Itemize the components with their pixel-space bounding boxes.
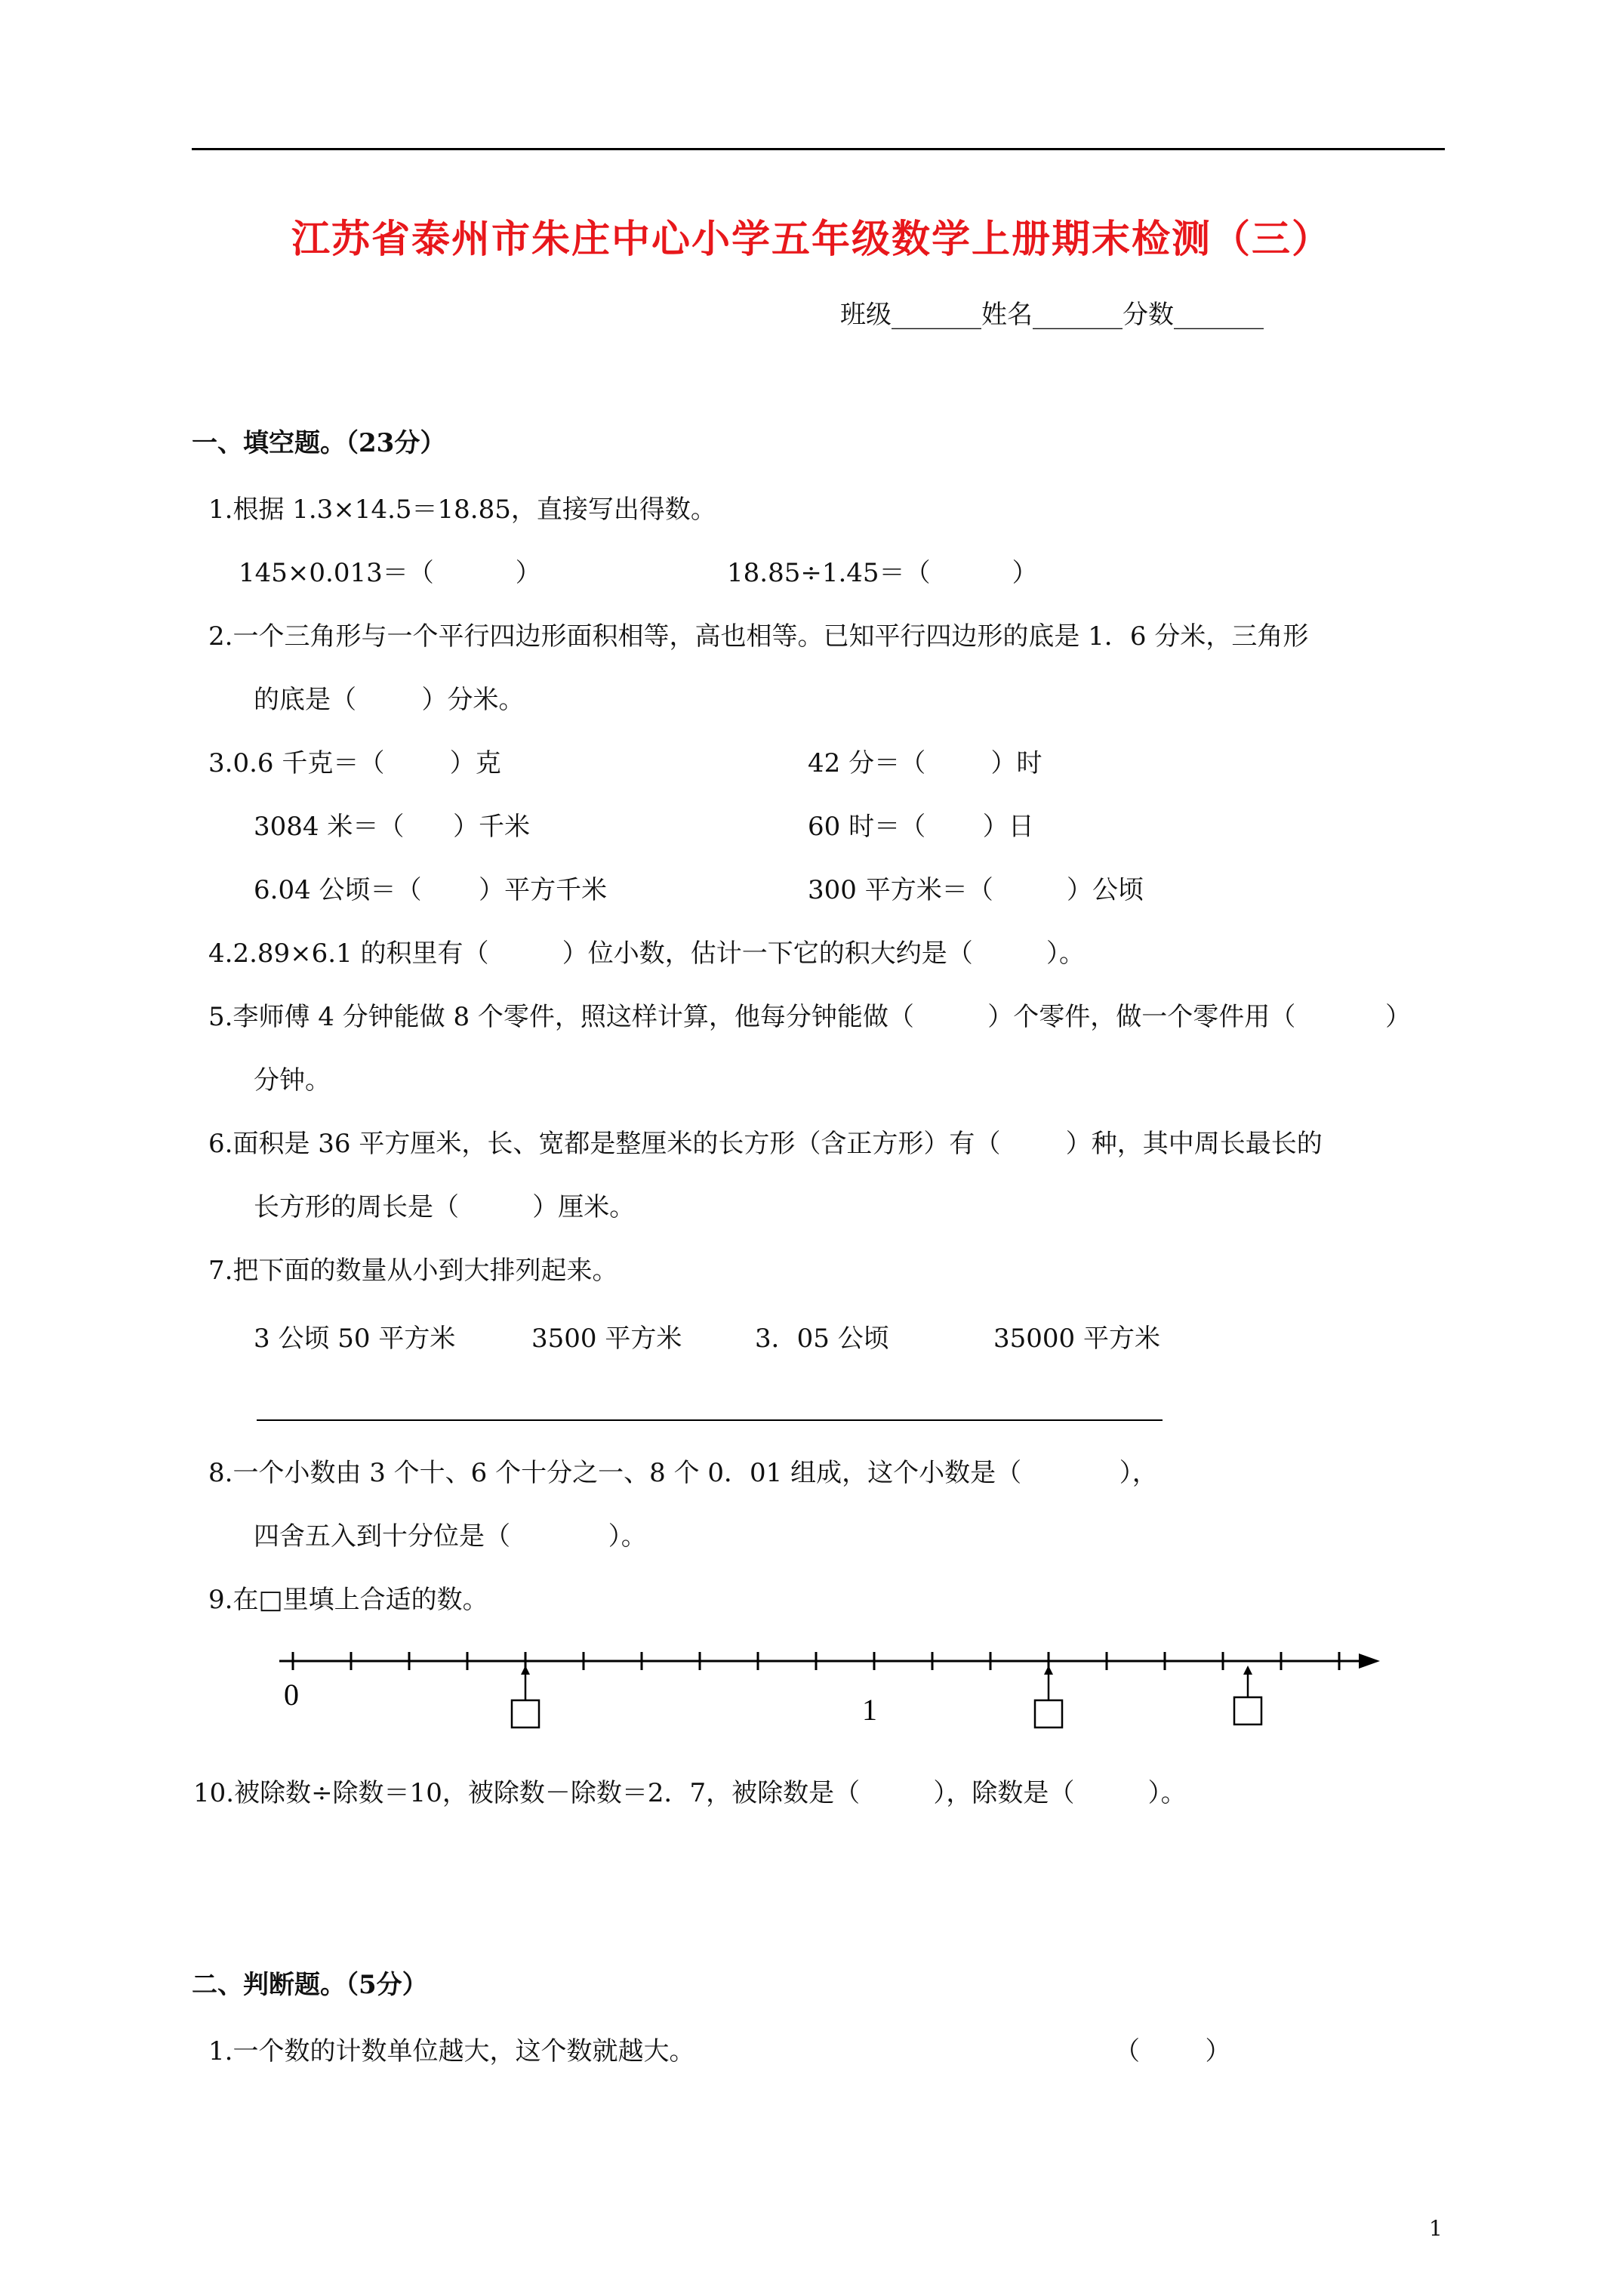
question-1: 1.根据 1.3×14.5＝18.85，直接写出得数。 [208, 495, 716, 525]
number-line-arrowhead [1359, 1653, 1380, 1669]
answer-box[interactable] [512, 1700, 539, 1727]
section1-heading: 一、填空题。（23分） [192, 428, 446, 458]
judge-answer-paren[interactable]: （ ） [1114, 2036, 1231, 2066]
question-3e: 6.04 公顷＝（ ）平方千米 [254, 875, 608, 905]
question-2-line1: 2.一个三角形与一个平行四边形面积相等，高也相等。已知平行四边形的底是 1．6 分米，三角形 [208, 621, 1309, 652]
question-5-line1: 5.李师傅 4 分钟能做 8 个零件，照这样计算，他每分钟能做（ ）个零件，做一个零件用（ ） [208, 1002, 1412, 1032]
question-1b: 18.85÷1.45＝（ ） [727, 558, 1038, 588]
page-number: 1 [1429, 2216, 1443, 2241]
question-4: 4.2.89×6.1 的积里有（ ）位小数，估计一下它的积大约是（ ）。 [208, 938, 1086, 969]
question-7-item: 35000 平方米 [993, 1324, 1160, 1354]
question-3c: 3084 米＝（ ）千米 [254, 812, 531, 842]
question-5-line2: 分钟。 [254, 1065, 331, 1096]
question-8-line1: 8.一个小数由 3 个十、6 个十分之一、8 个 0．01 组成，这个小数是（ ）， [208, 1458, 1158, 1488]
question-10: 10.被除数÷除数＝10，被除数－除数＝2．7，被除数是（ ），除数是（ ）。 [193, 1778, 1187, 1808]
question-7: 7.把下面的数量从小到大排列起来。 [208, 1256, 618, 1286]
question-7-item: 3．05 公顷 [755, 1324, 889, 1354]
question-3a: 3.0.6 千克＝（ ）克 [208, 748, 501, 778]
answer-box[interactable] [1234, 1697, 1261, 1724]
question-3f: 300 平方米＝（ ）公顷 [808, 875, 1144, 905]
label-zero: 0 [284, 1678, 299, 1712]
number-line [272, 1631, 1389, 1729]
question-8-line2: 四舍五入到十分位是（ ）。 [254, 1521, 647, 1552]
label-one: 1 [862, 1693, 877, 1727]
student-info: 班级_______姓名_______分数_______ [840, 300, 1264, 330]
question-6-line2: 长方形的周长是（ ）厘米。 [254, 1192, 636, 1222]
judge-question-1: 1.一个数的计数单位越大，这个数就越大。 [208, 2036, 695, 2066]
question-7-item: 3 公顷 50 平方米 [254, 1324, 456, 1354]
question-1a: 145×0.013＝（ ） [239, 558, 541, 588]
answer-line [257, 1419, 1163, 1421]
question-7-item: 3500 平方米 [531, 1324, 682, 1354]
question-6-line1: 6.面积是 36 平方厘米，长、宽都是整厘米的长方形（含正方形）有（ ）种，其中周长最长的 [208, 1129, 1323, 1159]
section2-heading: 二、判断题。（5分） [192, 1970, 428, 2000]
question-9: 9.在□里填上合适的数。 [208, 1585, 488, 1615]
answer-box[interactable] [1035, 1700, 1062, 1727]
question-3d: 60 时＝（ ）日 [808, 812, 1034, 842]
header-rule [192, 148, 1445, 150]
page-title: 江苏省泰州市朱庄中心小学五年级数学上册期末检测（三） [291, 217, 1332, 262]
question-3b: 42 分＝（ ）时 [808, 748, 1042, 778]
question-2-line2: 的底是（ ）分米。 [254, 685, 525, 715]
